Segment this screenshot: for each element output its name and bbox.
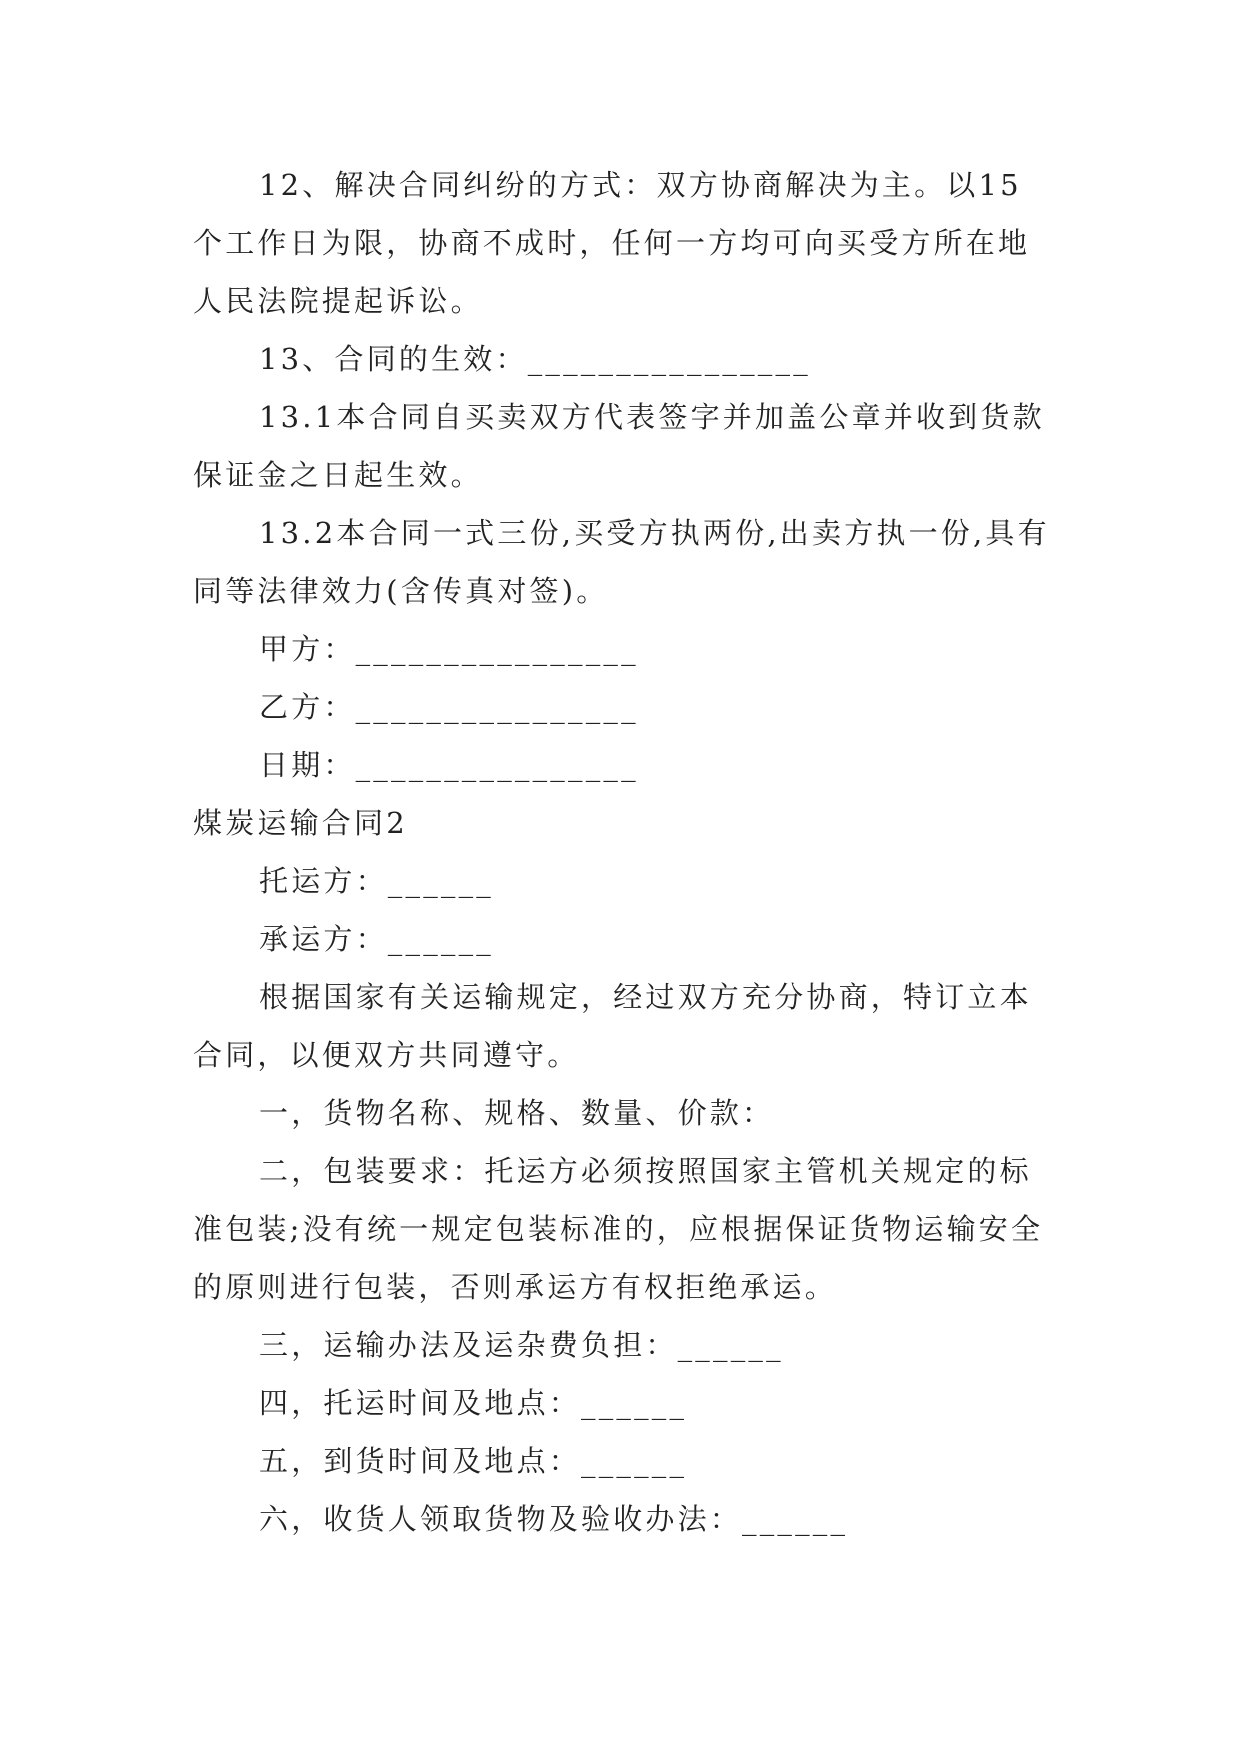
clause-3: 三，运输办法及运杂费负担：______	[259, 1328, 784, 1362]
paragraph-preamble: 根据国家有关运输规定，经过双方充分协商，特订立本合同，以便双方共同遵守。	[193, 980, 1032, 1072]
date-line: 日期：________________	[259, 748, 639, 782]
clause-1: 一，货物名称、规格、数量、价款：	[259, 1096, 775, 1130]
section-title: 煤炭运输合同2	[193, 806, 408, 840]
carrier-line: 承运方：______	[259, 922, 495, 956]
shipper-line: 托运方：______	[259, 864, 495, 898]
party-b-line: 乙方：________________	[259, 690, 639, 724]
clause-6: 六，收货人领取货物及验收办法：______	[259, 1502, 849, 1536]
party-a-line: 甲方：________________	[259, 632, 639, 666]
clause-5: 五，到货时间及地点：______	[259, 1444, 688, 1478]
paragraph-dispute-resolution: 12、解决合同纠纷的方式：双方协商解决为主。以15个工作日为限，协商不成时，任何一方均可向买受方所在地人民法院提起诉讼。	[193, 168, 1031, 318]
document-page	[193, 156, 1053, 1548]
clause-2: 二，包装要求：托运方必须按照国家主管机关规定的标准包装;没有统一规定包装标准的，应根据保证货物运输安全的原则进行包装，否则承运方有权拒绝承运。	[193, 1154, 1044, 1304]
paragraph-contract-effect: 13、合同的生效：________________	[259, 342, 811, 376]
clause-4: 四，托运时间及地点：______	[259, 1386, 688, 1420]
paragraph-13-2: 13.2本合同一式三份,买受方执两份,出卖方执一份,具有同等法律效力(含传真对签)。	[193, 516, 1050, 608]
paragraph-13-1: 13.1本合同自买卖双方代表签字并加盖公章并收到货款保证金之日起生效。	[193, 400, 1045, 492]
